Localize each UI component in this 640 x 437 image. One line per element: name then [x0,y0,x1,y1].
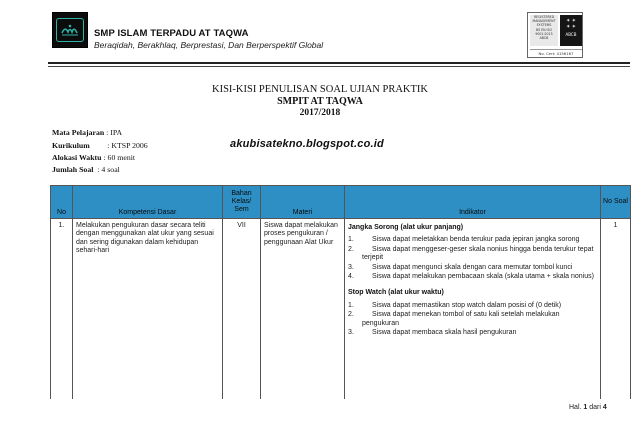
cell-indikator [345,219,601,399]
certificate-line: BS EN ISO [535,27,553,32]
total-pages: 4 [602,404,607,411]
item-text: Siswa dapat menekan tombol of satu kali setelah melakukan pengukuran [362,311,560,327]
list-item [348,311,597,328]
item-number: 2. [348,311,354,319]
meta-jumlah-soal [52,165,120,174]
table-header-row [51,186,631,219]
indicator-list [348,236,597,281]
certificate-line: REGISTERED [533,15,555,19]
page-label: Hal. [569,404,582,411]
header-divider-thick [48,62,630,64]
list-item [348,236,597,244]
cell-no: 1. [51,219,73,399]
meta-kurikulum [52,141,148,150]
meta-mata-pelajaran [52,128,122,137]
meta-alokasi-waktu [52,153,135,162]
school-logo [52,12,88,48]
header-kompetensi-dasar: Kompetensi Dasar [73,186,223,219]
header-indikator: Indikator [345,186,601,219]
table-row [51,219,631,399]
meta-value: : KTSP 2006 [107,141,148,150]
certificate-line: 9001:2015 [535,31,553,36]
school-tagline: Beraqidah, Berakhlaq, Berprestasi, Dan Berperspektif Global [94,40,324,50]
meta-value: : 4 soal [97,165,120,174]
certificate-line: SYSTEMS [536,23,552,28]
item-text: Siswa dapat mengunci skala dengan cara memutar tombol kunci [372,263,573,271]
meta-label: Mata Pelajaran [52,128,105,137]
item-text: Siswa dapat membaca skala hasil pengukuran [372,329,517,337]
list-item [348,302,597,310]
blog-watermark: akubisatekno.blogspot.co.id [230,138,384,150]
certificate-text-panel [530,15,558,46]
school-name: SMP ISLAM TERPADU AT TAQWA [94,28,249,39]
certificate-line: ABCB [539,36,549,41]
list-item [348,246,597,263]
list-item [348,273,597,281]
accreditation-mark [560,15,582,46]
indicator-group-title: Stop Watch (alat ukur waktu) [348,289,444,297]
item-number: 1. [348,236,354,244]
item-number: 4. [348,273,354,281]
meta-label: Jumlah Soal [52,165,94,174]
item-text: Siswa dapat melakukan pembacaan skala (skala utama + skala nonius) [372,273,594,281]
meta-label: Kurikulum [52,141,90,150]
cell-no-soal: 1 [601,219,631,399]
cell-kelas: VII [223,219,261,399]
list-item [348,264,597,272]
accreditation-label: ABCB [565,32,577,37]
item-number: 2. [348,245,354,253]
item-number: 1. [348,301,354,309]
item-text: Siswa dapat memastikan stop watch dalam posisi of (0 detik) [372,301,562,309]
cell-kompetensi: Melakukan pengukuran dasar secara teliti dengan menggunakan alat ukur yang sesuai dan sering digunakan dalam kehidupan sehari-hari [73,219,223,399]
header-divider-thin [48,66,630,67]
header-no-soal: No Soal [601,186,631,219]
header-materi: Materi [261,186,345,219]
kisi-kisi-table [50,185,631,399]
stars-icon: ✶ ✶ ✶ ✶ [566,18,576,30]
school-logo-icon [56,18,84,42]
item-text: Siswa dapat meletakkan benda terukur pada jepiran jangka sorong [372,236,580,244]
certificate-line: MANAGEMENT [532,19,556,24]
list-item [348,329,597,337]
page-number [569,404,607,411]
document-subtitle: SMPIT AT TAQWA [277,96,363,107]
indicator-list [348,302,597,338]
page-of-label: dari [589,404,601,411]
certificate-number: No. Cert: 4156167 [530,49,582,56]
header-no: No [51,186,73,219]
item-text: Siswa dapat menggeser-geser skala nonius hingga benda terukur tepat terjepit [362,245,594,262]
iso-certificate-badge [527,12,583,58]
meta-value: : 60 menit [103,153,136,162]
item-number: 3. [348,329,354,337]
header-bahan-kelas: Bahan Kelas/ Sem [223,186,261,219]
cell-materi: Siswa dapat melakukan proses pengukuran / penggunaan Alat Ukur [261,219,345,399]
current-page: 1 [583,404,588,411]
item-number: 3. [348,263,354,271]
indicator-group-title: Jangka Sorong (alat ukur panjang) [348,224,464,231]
document-year: 2017/2018 [299,108,341,118]
document-title: KISI-KISI PENULISAN SOAL UJIAN PRAKTIK [211,84,429,95]
meta-value: : IPA [106,128,123,137]
meta-label: Alokasi Waktu [52,153,102,162]
